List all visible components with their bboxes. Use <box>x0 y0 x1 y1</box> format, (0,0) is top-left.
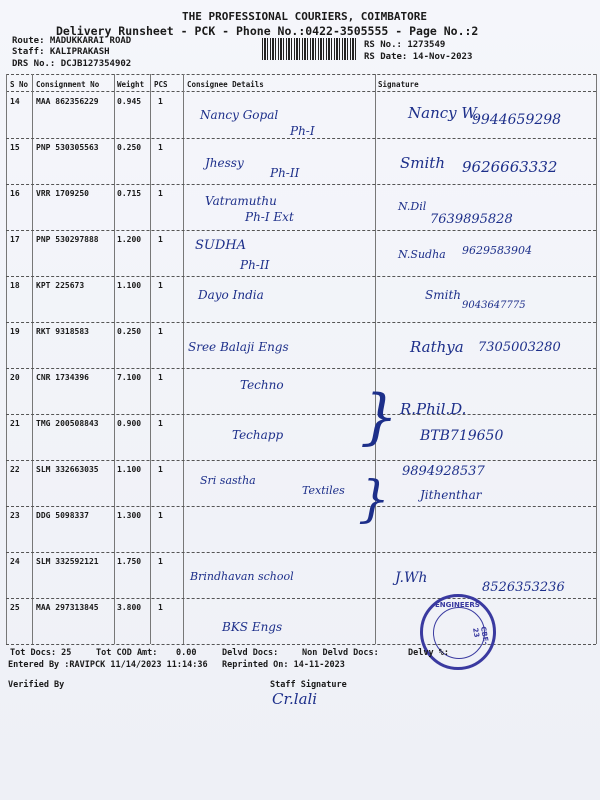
col-divider <box>6 74 7 644</box>
signature-handwriting: Nancy W. <box>408 104 479 122</box>
row-consignment-no: PNP 530305563 <box>36 143 99 152</box>
row-sno: 24 <box>10 557 20 566</box>
row-rule <box>6 414 596 415</box>
reprinted-on: Reprinted On: 14-11-2023 <box>222 660 345 670</box>
verified-by: Verified By <box>8 680 65 690</box>
staff-label: Staff: KALIPRAKASH <box>12 47 110 57</box>
consignee-handwriting: Techno <box>240 378 284 392</box>
col-divider <box>32 74 33 644</box>
row-sno: 19 <box>10 327 20 336</box>
row-sno: 16 <box>10 189 20 198</box>
row-weight: 0.715 <box>117 189 142 198</box>
phone-handwriting: 9629583904 <box>462 244 532 257</box>
row-rule <box>6 184 596 185</box>
signature-handwriting: N.Sudha <box>398 248 446 261</box>
phone-handwriting: 9944659298 <box>472 112 562 128</box>
col-header-signature: Signature <box>378 80 419 89</box>
row-sno: 20 <box>10 373 20 382</box>
signature-handwriting: R.Phil.D. <box>400 400 467 418</box>
col-header-consignee: Consignee Details <box>187 80 264 89</box>
non-delivered-docs: Non Delvd Docs: <box>302 648 379 658</box>
stamp-side-text: CBE-23 <box>471 625 490 646</box>
consignee-handwriting-2: Ph-II <box>240 258 270 272</box>
row-consignment-no: RKT 9318583 <box>36 327 89 336</box>
row-rule <box>6 230 596 231</box>
row-pcs: 1 <box>158 603 163 612</box>
table-header-rule <box>6 91 596 92</box>
row-sno: 17 <box>10 235 20 244</box>
row-weight: 1.100 <box>117 281 142 290</box>
row-weight: 7.100 <box>117 373 142 382</box>
row-rule <box>6 138 596 139</box>
staff-signature-handwriting: Cr.lali <box>272 690 318 708</box>
rs-date: RS Date: 14-Nov-2023 <box>364 52 473 62</box>
col-divider <box>114 74 115 644</box>
row-rule <box>6 506 596 507</box>
consignee-handwriting: Dayo India <box>198 288 264 302</box>
row-consignment-no: SLM 332592121 <box>36 557 99 566</box>
consignee-handwriting-2: Ph-I <box>290 124 315 138</box>
col-header-sno: S No <box>10 80 29 89</box>
row-weight: 1.100 <box>117 465 142 474</box>
row-weight: 0.900 <box>117 419 142 428</box>
row-consignment-no: CNR 1734396 <box>36 373 89 382</box>
row-pcs: 1 <box>158 327 163 336</box>
row-pcs: 1 <box>158 189 163 198</box>
col-divider <box>375 74 376 644</box>
row-pcs: 1 <box>158 419 163 428</box>
consignee-handwriting: Jhessy <box>205 156 244 170</box>
consignee-handwriting: Techapp <box>232 428 284 442</box>
consignee-handwriting: Sree Balaji Engs <box>188 340 289 354</box>
row-rule <box>6 368 596 369</box>
col-header-pcs: PCS <box>154 80 168 89</box>
row-sno: 22 <box>10 465 20 474</box>
signature-handwriting: Jithenthar <box>420 488 482 502</box>
signature-handwriting: Rathya <box>410 338 464 356</box>
barcode <box>262 38 358 60</box>
row-pcs: 1 <box>158 557 163 566</box>
row-consignment-no: DDG 5098337 <box>36 511 89 520</box>
total-cod-value: 0.00 <box>176 648 197 658</box>
row-rule <box>6 598 596 599</box>
total-docs: Tot Docs: 25 <box>10 648 72 658</box>
row-consignment-no: PNP 530297888 <box>36 235 99 244</box>
signature-handwriting: N.Dil <box>398 200 427 213</box>
row-consignment-no: TMG 200508843 <box>36 419 99 428</box>
consignee-handwriting: Nancy Gopal <box>200 108 279 122</box>
row-weight: 0.250 <box>117 143 142 152</box>
row-sno: 15 <box>10 143 20 152</box>
row-rule <box>6 552 596 553</box>
table-top-rule <box>6 74 596 75</box>
consignee-handwriting: BKS Engs <box>222 620 283 634</box>
consignee-handwriting: Vatramuthu <box>205 194 277 208</box>
col-divider <box>596 74 597 644</box>
consignee-handwriting-2: Textiles <box>302 484 345 497</box>
row-rule <box>6 460 596 461</box>
row-sno: 21 <box>10 419 20 428</box>
row-sno: 14 <box>10 97 20 106</box>
company-stamp <box>420 594 496 670</box>
row-pcs: 1 <box>158 143 163 152</box>
consignee-handwriting: Sri sastha <box>200 474 256 487</box>
phone-handwriting: 9043647775 <box>462 300 526 311</box>
signature-handwriting: Smith <box>425 288 461 302</box>
row-rule <box>6 322 596 323</box>
delivery-percent: Delvy %: <box>408 648 449 658</box>
row-pcs: 1 <box>158 465 163 474</box>
table-bottom-rule <box>6 644 596 645</box>
row-consignment-no: MAA 297313845 <box>36 603 99 612</box>
row-pcs: 1 <box>158 281 163 290</box>
phone-handwriting: BTB719650 <box>420 428 504 444</box>
brace-mark: } <box>358 470 390 528</box>
row-weight: 1.750 <box>117 557 142 566</box>
row-sno: 18 <box>10 281 20 290</box>
row-weight: 1.200 <box>117 235 142 244</box>
row-rule <box>6 276 596 277</box>
row-weight: 0.250 <box>117 327 142 336</box>
delivered-docs: Delvd Docs: <box>222 648 279 658</box>
staff-signature-label: Staff Signature <box>270 680 347 690</box>
brace-mark: } <box>360 382 399 452</box>
company-title: THE PROFESSIONAL COURIERS, COIMBATORE <box>182 10 428 23</box>
col-header-consignment: Consignment No <box>36 80 100 89</box>
route-label: Route: MADUKKARAI ROAD <box>12 36 132 46</box>
consignee-handwriting: Brindhavan school <box>190 570 294 583</box>
row-sno: 23 <box>10 511 20 520</box>
consignee-handwriting-2: Ph-II <box>270 166 300 180</box>
col-divider <box>183 74 184 644</box>
drs-number: DRS No.: DCJB127354902 <box>12 59 132 69</box>
rs-number: RS No.: 1273549 <box>364 40 446 50</box>
phone-handwriting: 9894928537 <box>402 464 485 479</box>
signature-handwriting: Smith <box>400 154 445 172</box>
row-weight: 1.300 <box>117 511 142 520</box>
entered-by: Entered By :RAVIPCK 11/14/2023 11:14:36 <box>8 660 208 670</box>
consignee-handwriting-2: Ph-I Ext <box>245 210 294 224</box>
row-pcs: 1 <box>158 511 163 520</box>
col-divider <box>150 74 151 644</box>
row-pcs: 1 <box>158 97 163 106</box>
phone-handwriting: 7305003280 <box>478 340 561 355</box>
phone-handwriting: 7639895828 <box>430 212 513 227</box>
row-weight: 0.945 <box>117 97 142 106</box>
row-pcs: 1 <box>158 235 163 244</box>
signature-handwriting: J.Wh <box>395 570 428 586</box>
phone-handwriting: 8526353236 <box>482 580 565 595</box>
row-consignment-no: MAA 862356229 <box>36 97 99 106</box>
row-sno: 25 <box>10 603 20 612</box>
row-weight: 3.800 <box>117 603 142 612</box>
row-consignment-no: VRR 1709250 <box>36 189 89 198</box>
row-pcs: 1 <box>158 373 163 382</box>
col-header-weight: Weight <box>117 80 145 89</box>
total-cod-label: Tot COD Amt: <box>96 648 158 658</box>
consignee-handwriting: SUDHA <box>195 238 247 253</box>
row-consignment-no: SLM 332663035 <box>36 465 99 474</box>
phone-handwriting: 9626663332 <box>462 158 558 176</box>
runsheet-subtitle: Delivery Runsheet - PCK - Phone No.:0422-3505555 - Page No.:2 <box>56 24 479 38</box>
stamp-top-text: ENGINEERS <box>435 601 480 609</box>
row-consignment-no: KPT 225673 <box>36 281 85 290</box>
